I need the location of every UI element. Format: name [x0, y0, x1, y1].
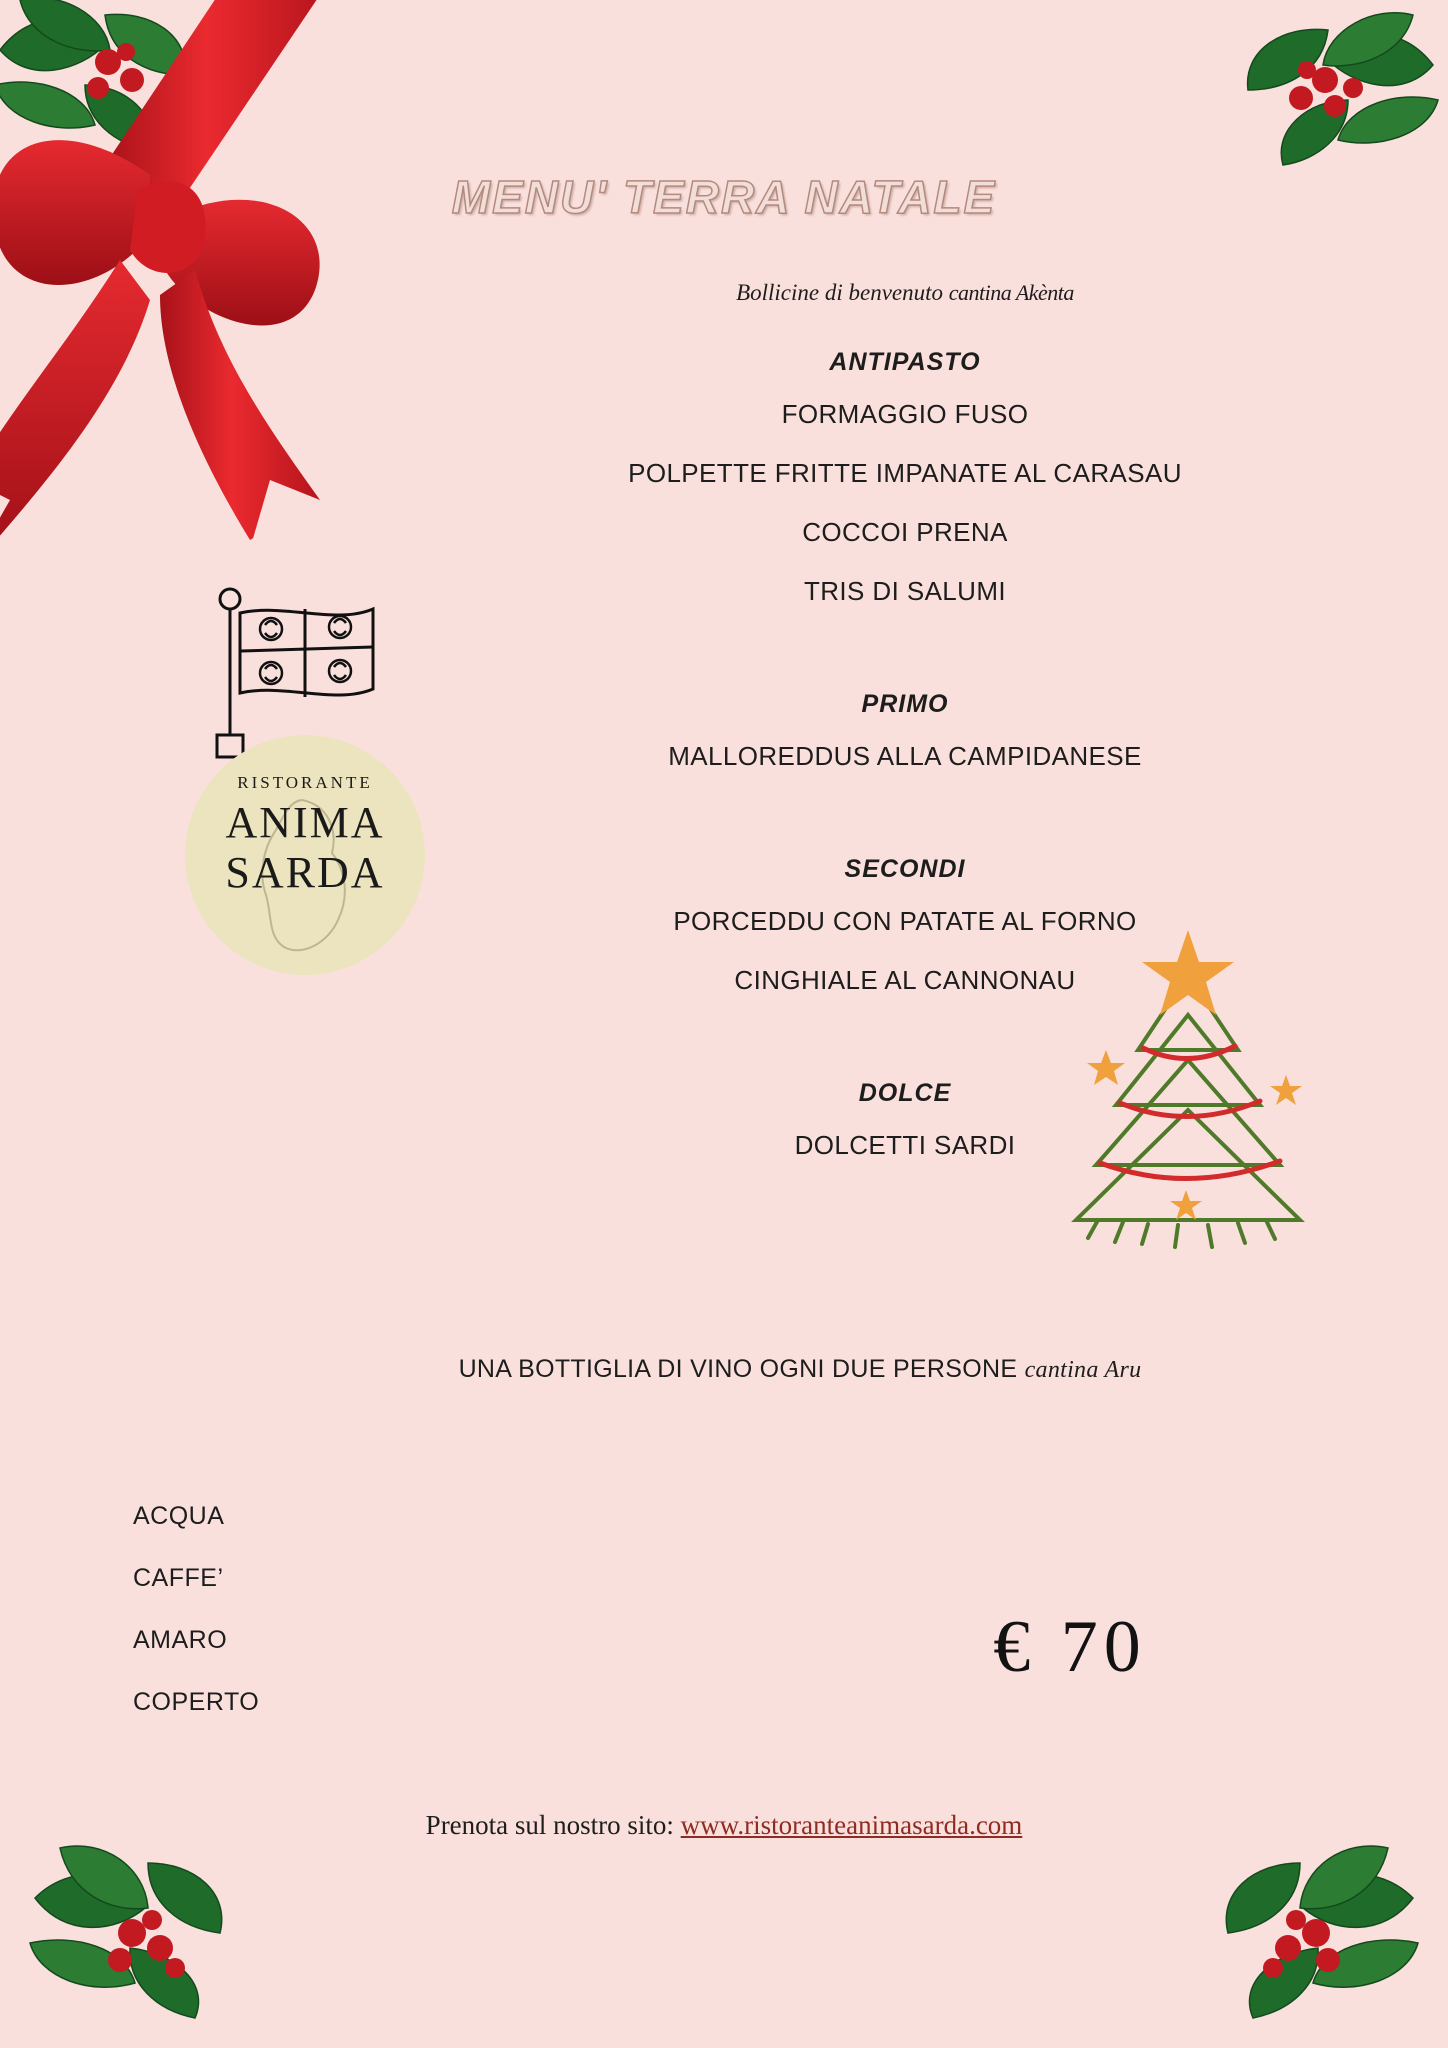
welcome-text: Bollicine di benvenuto: [736, 280, 943, 305]
logo-line-anima: ANIMA: [225, 798, 385, 847]
website-link[interactable]: www.ristoranteanimasarda.com: [680, 1810, 1023, 1840]
list-item: COPERTO: [133, 1688, 260, 1716]
welcome-line: [360, 280, 1448, 306]
footer-prefix: Prenota sul nostro sito:: [425, 1810, 674, 1840]
holly-decoration-bottom-right: [1198, 1828, 1428, 2038]
logo-line-ristorante: RISTORANTE: [237, 773, 373, 792]
extras-list: [133, 1485, 259, 1733]
wine-note-text: UNA BOTTIGLIA DI VINO OGNI DUE PERSONE: [458, 1355, 1018, 1383]
wine-note: [300, 1355, 1300, 1384]
holly-decoration-bottom-left: [20, 1828, 250, 2038]
section-heading-dolce: DOLCE: [858, 1079, 952, 1107]
list-item: CAFFE’: [133, 1564, 224, 1592]
menu-item: CINGHIALE AL CANNONAU: [734, 965, 1076, 995]
menu-item: MALLOREDDUS ALLA CAMPIDANESE: [668, 741, 1142, 771]
menu-content: [360, 280, 1448, 1189]
section-heading-secondi: SECONDI: [844, 855, 966, 883]
menu-item: POLPETTE FRITTE IMPANATE AL CARASAU: [628, 458, 1182, 488]
section-heading-primo: PRIMO: [861, 690, 949, 718]
menu-item: TRIS DI SALUMI: [803, 576, 1007, 606]
price-label: € 70: [993, 1606, 1147, 1688]
menu-item: COCCOI PRENA: [802, 517, 1008, 547]
wine-note-winery: cantina Aru: [1024, 1357, 1142, 1383]
menu-item: FORMAGGIO FUSO: [781, 399, 1029, 429]
holly-decoration-top-left: [0, 0, 220, 190]
footer-booking: [0, 1810, 1448, 1841]
page-title: MENU' TERRA NATALE: [451, 171, 997, 223]
spacer: [360, 800, 1448, 855]
spacer: [360, 635, 1448, 690]
welcome-winery: cantina Akènta: [948, 280, 1074, 305]
spacer: [360, 1024, 1448, 1079]
menu-item: PORCEDDU CON PATATE AL FORNO: [673, 906, 1137, 936]
list-item: ACQUA: [133, 1502, 225, 1530]
logo-line-sarda: SARDA: [225, 848, 385, 897]
list-item: AMARO: [133, 1626, 228, 1654]
menu-item: DOLCETTI SARDI: [794, 1130, 1016, 1160]
section-heading-antipasto: ANTIPASTO: [829, 348, 981, 376]
